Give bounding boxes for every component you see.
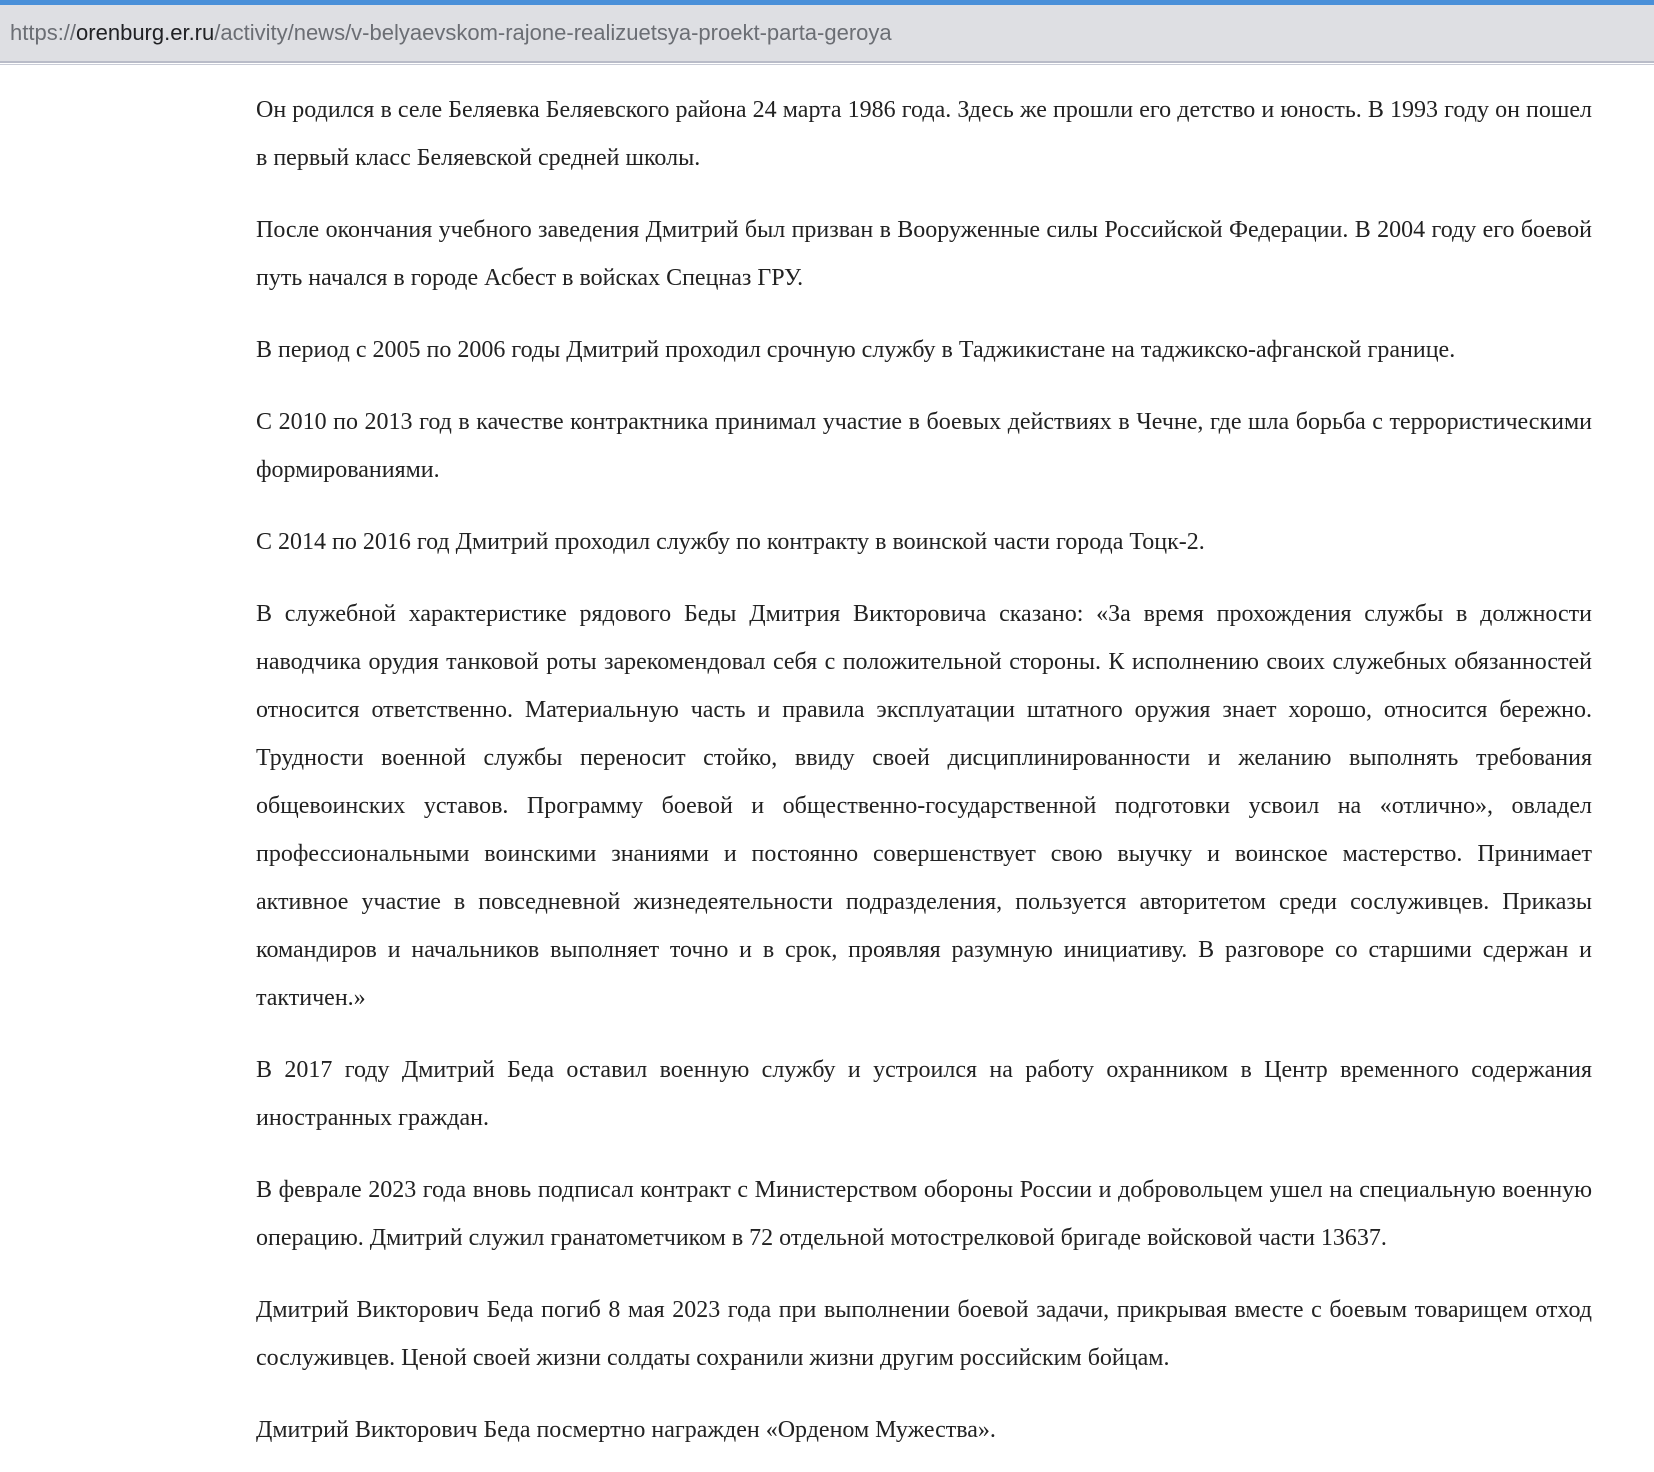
address-bar[interactable] [0, 5, 1654, 63]
article-body [256, 86, 1592, 1472]
article-paragraph: В период с 2005 по 2006 годы Дмитрий проходил срочную службу в Таджикистане на таджикско-афганской границе. [256, 337, 1456, 363]
article-paragraph: В служебной характеристике рядового Беды Дмитрия Викторовича сказано: «За время прохождения службы в должности наводчика орудия танковой роты зарекомендовал себя с положительной стороны. К исполнению своих служебных обязанностей относится ответственно. Материальную часть и правила эксплуатации штатного оружия знает хорошо, относится бережно. Трудности военной службы переносит стойко, ввиду своей дисциплинированности и желанию выполнять требования общевоинских уставов. Программу боевой и общественно-государственной подготовки усвоил на «отлично», овладел профессиональными воинскими знаниями и постоянно совершенствует свою выучку и воинское мастерство. Принимает активное участие в повседневной жизнедеятельности подразделения, пользуется авторитетом среди сослуживцев. Приказы командиров и начальников выполняет точно и в срок, проявляя разумную инициативу. В разговоре со старшими сдержан и тактичен.» [256, 601, 1592, 1011]
article-paragraph: Он родился в селе Беляевка Беляевского района 24 марта 1986 года. Здесь же прошли его детство и юность. В 1993 году он пошел в первый класс Беляевской средней школы. [256, 97, 1592, 171]
url-path: /activity/news/v-belyaevskom-rajone-realizuetsya-proekt-parta-geroya [214, 20, 892, 45]
url-domain: orenburg.er.ru [76, 20, 215, 45]
article-paragraph: В феврале 2023 года вновь подписал контракт с Министерством обороны России и добровольцем ушел на специальную военную операцию. Дмитрий служил гранатометчиком в 72 отдельной мотострелковой бригаде войсковой части 13637. [256, 1177, 1592, 1251]
article-paragraph: Дмитрий Викторович Беда посмертно награжден «Орденом Мужества». [256, 1417, 996, 1443]
article-paragraph: С 2014 по 2016 год Дмитрий проходил службу по контракту в воинской части города Тоцк-2. [256, 529, 1205, 555]
url-scheme: https:// [10, 20, 77, 45]
article-paragraph: После окончания учебного заведения Дмитрий был призван в Вооруженные силы Российской Федерации. В 2004 году его боевой путь начался в городе Асбест в войсках Спецназ ГРУ. [256, 217, 1592, 291]
article-paragraph: Дмитрий Викторович Беда погиб 8 мая 2023 года при выполнении боевой задачи, прикрывая вместе с боевым товарищем отход сослуживцев. Ценой своей жизни солдаты сохранили жизни другим российским бойцам. [256, 1297, 1592, 1371]
article-paragraph: В 2017 году Дмитрий Беда оставил военную службу и устроился на работу охранником в Центр временного содержания иностранных граждан. [256, 1057, 1592, 1131]
address-bar-divider [0, 64, 1654, 65]
article-paragraph: С 2010 по 2013 год в качестве контрактника принимал участие в боевых действиях в Чечне, где шла борьба с террористическими формированиями. [256, 409, 1592, 483]
